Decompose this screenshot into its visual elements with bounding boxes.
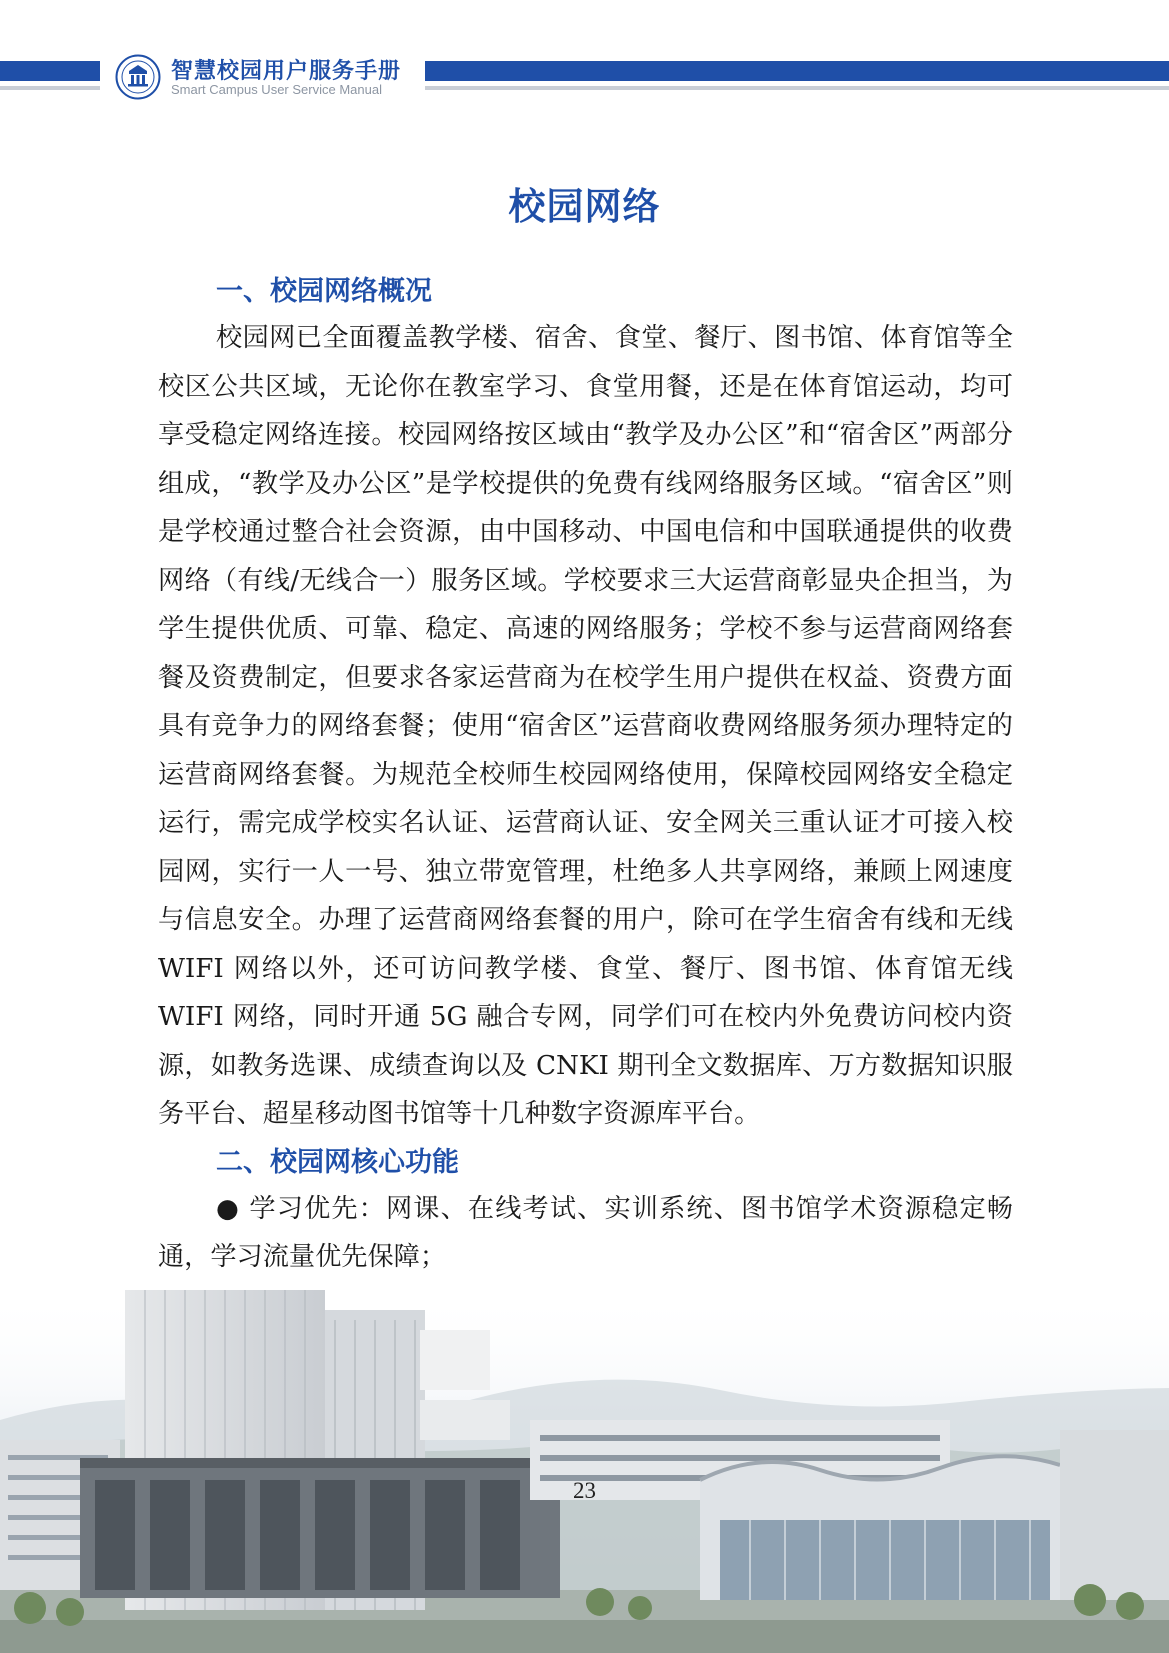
header-band-right [425, 61, 1169, 81]
manual-subtitle: Smart Campus User Service Manual [171, 82, 382, 97]
university-seal-icon [115, 54, 161, 100]
header-rule-right [425, 86, 1169, 90]
page-number: 23 [573, 1478, 596, 1503]
campus-building-illustration [0, 1290, 1169, 1653]
manual-title: 智慧校园用户服务手册 [171, 58, 402, 84]
section-heading-overview: 一、校园网络概况 [216, 276, 432, 307]
header-rule-left [0, 86, 100, 90]
bullet-item-learning-priority: ● 学习优先：网课、在线考试、实训系统、图书馆学术资源稳定畅通，学习流量优先保障； [158, 1193, 1013, 1272]
section-paragraph-overview: 校园网已全面覆盖教学楼、宿舍、食堂、餐厅、图书馆、体育馆等全校区公共区域，无论你在教室学习、食堂用餐，还是在体育馆运动，均可享受稳定网络连接。校园网络按区域由“教学及办公区”和“宿舍区”两部分组成，“教学及办公区”是学校提供的免费有线网络服务区域。“宿舍区”则是学校通过整合社会资源，由中国移动、中国电信和中国联通提供的收费网络（有线/无线合一）服务区域。学校要求三大运营商彰显央企担当，为学生提供优质、可靠、稳定、高速的网络服务；学校不参与运营商网络套餐及资费制定，但要求各家运营商为在校学生用户提供在权益、资费方面具有竞争力的网络套餐；使用“宿舍区”运营商收费网络服务须办理特定的运营商网络套餐。为规范全校师生校园网络使用，保障校园网络安全稳定运行，需完成学校实名认证、运营商认证、安全网关三重认证才可接入校园网，实行一人一号、独立带宽管理，杜绝多人共享网络，兼顾上网速度与信息安全。办理了运营商网络套餐的用户，除可在学生宿舍有线和无线 WIFI 网络以外，还可访问教学楼、食堂、餐厅、图书馆、体育馆无线 WIFI 网络，同时开通 5G 融合专网，同学们可在校内外免费访问校内资源，如教务选课、成绩查询以及 CNKI 期刊全文数据库、万方数据知识服务平台、超星移动图书馆等十几种数字资源库平台。 [158, 323, 1013, 1129]
section-heading-core-functions: 二、校园网核心功能 [216, 1146, 459, 1178]
header-band-left [0, 61, 100, 81]
document-body [158, 270, 1013, 1282]
page-title: 校园网络 [508, 185, 661, 228]
